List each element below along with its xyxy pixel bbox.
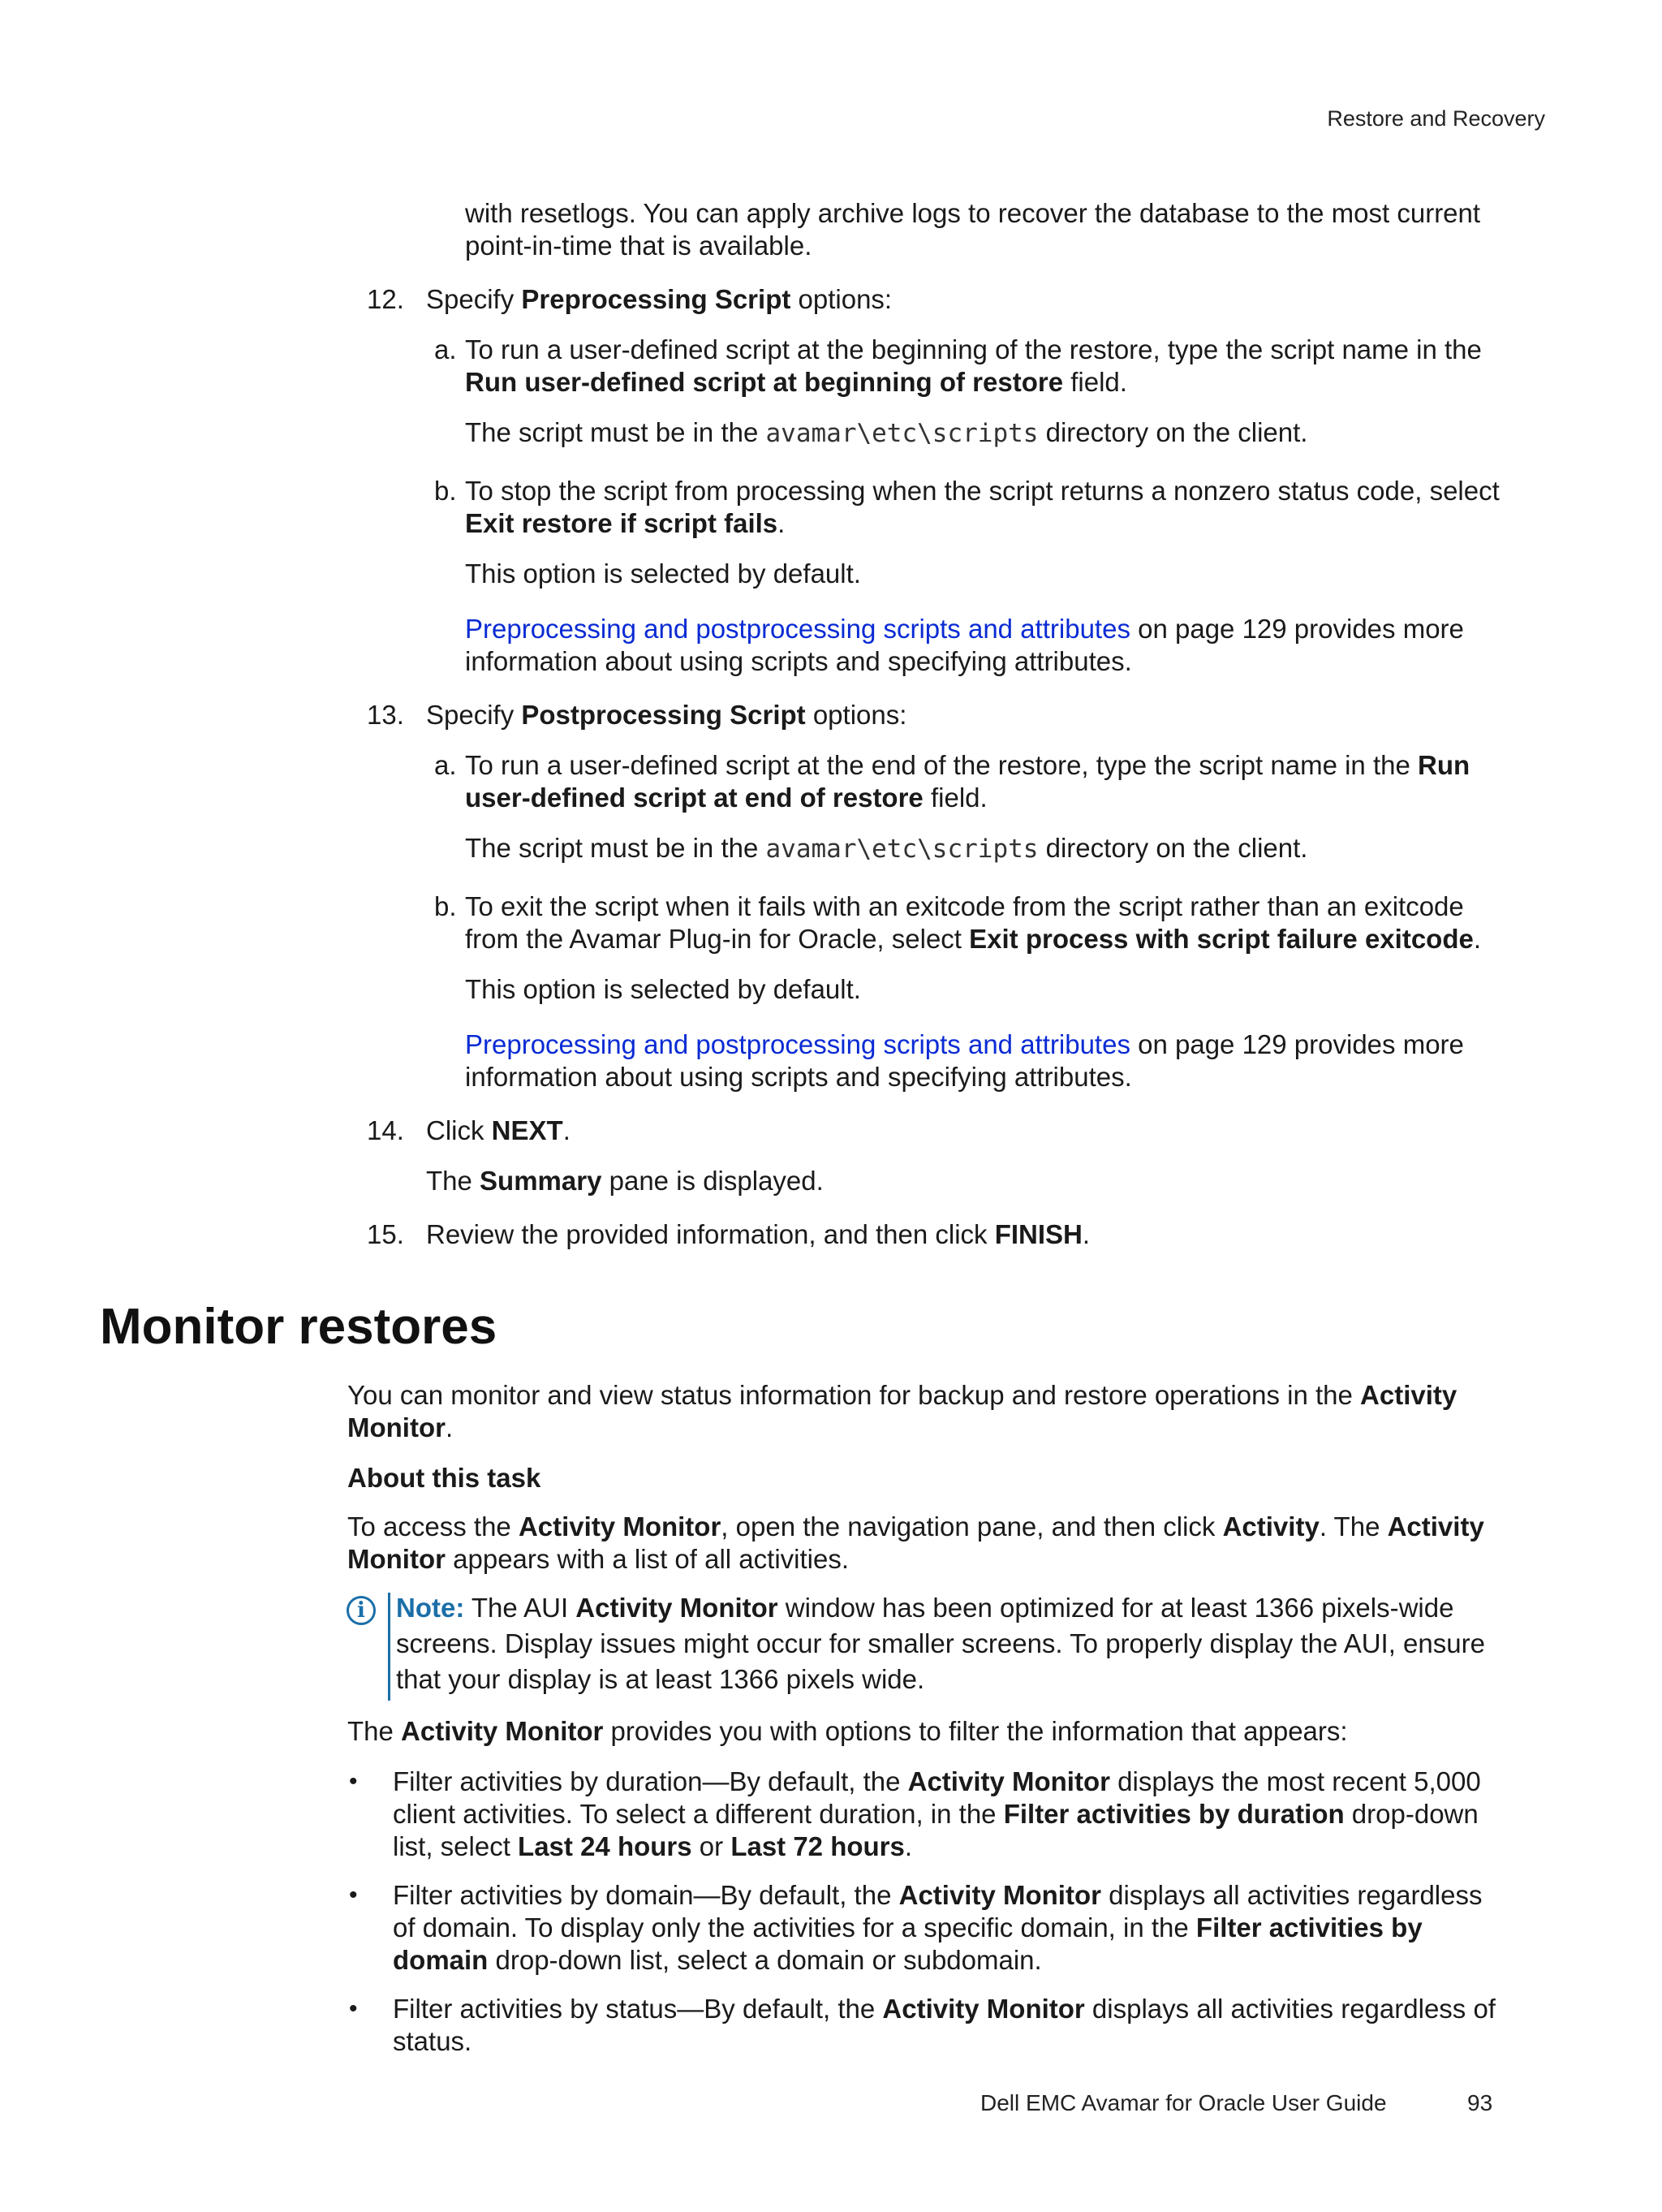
about-this-task-heading: About this task bbox=[347, 1463, 541, 1493]
section-intro-line-1: You can monitor and view status information for backup and restore operations in the Activity bbox=[347, 1380, 1457, 1410]
bullet-3-line-1: Filter activities by status—By default, the Activity Monitor displays all activities regardless of bbox=[393, 1994, 1496, 2024]
access-line-1: To access the Activity Monitor, open the navigation pane, and then click Activity. The Activity bbox=[347, 1511, 1484, 1542]
bullet-1-line-1: Filter activities by duration—By default, the Activity Monitor displays the most recent 5,000 bbox=[393, 1766, 1481, 1796]
bullet-marker: • bbox=[349, 1882, 358, 1908]
bullet-marker: • bbox=[349, 1768, 358, 1795]
note-divider bbox=[388, 1593, 390, 1701]
filter-intro: The Activity Monitor provides you with options to filter the information that appears: bbox=[347, 1716, 1348, 1746]
intro-line-2: point-in-time that is available. bbox=[465, 231, 812, 261]
note-line-2: screens. Display issues might occur for smaller screens. To properly display the AUI, ensure bbox=[396, 1628, 1485, 1658]
bullet-1-line-3: list, select Last 24 hours or Last 72 hours. bbox=[393, 1831, 913, 1861]
step-13b-line-2: from the Avamar Plug-in for Oracle, select Exit process with script failure exitcode. bbox=[465, 924, 1482, 954]
section-intro-line-2: Monitor. bbox=[347, 1412, 454, 1442]
step-12a-letter: a. bbox=[434, 334, 457, 364]
step-12b-line-2: Exit restore if script fails. bbox=[465, 508, 786, 538]
running-header: Restore and Recovery bbox=[1327, 106, 1545, 131]
step-12-number: 12. bbox=[367, 284, 404, 314]
access-line-2: Monitor appears with a list of all activities. bbox=[347, 1544, 850, 1574]
step-13-text: Specify Postprocessing Script options: bbox=[426, 700, 907, 730]
footer-guide-title: Dell EMC Avamar for Oracle User Guide bbox=[980, 2090, 1387, 2115]
step-12a-line-1: To run a user-defined script at the beginning of the restore, type the script name in the bbox=[465, 334, 1482, 364]
step-13-number: 13. bbox=[367, 700, 404, 730]
step-14-text: Click NEXT. bbox=[426, 1115, 571, 1145]
step-13b-letter: b. bbox=[434, 891, 457, 921]
step-14-result: The Summary pane is displayed. bbox=[426, 1166, 824, 1196]
bullet-3-line-2: status. bbox=[393, 2026, 472, 2056]
scripts-attributes-link[interactable]: Preprocessing and postprocessing scripts and attributes bbox=[465, 614, 1130, 644]
step-13a-line-2: user-defined script at end of restore field. bbox=[465, 783, 988, 813]
note-line-3: that your display is at least 1366 pixels wide. bbox=[396, 1664, 925, 1694]
step-15-number: 15. bbox=[367, 1219, 404, 1249]
section-title: Monitor restores bbox=[100, 1299, 497, 1355]
step-13a-line-1: To run a user-defined script at the end of the restore, type the script name in the Run bbox=[465, 750, 1470, 780]
step-12a-directory: The script must be in the avamar\etc\scripts directory on the client. bbox=[465, 417, 1308, 448]
bullet-2-line-2: of domain. To display only the activities for a specific domain, in the Filter activities by bbox=[393, 1912, 1423, 1943]
step-14-number: 14. bbox=[367, 1115, 404, 1145]
bullet-2-line-1: Filter activities by domain—By default, the Activity Monitor displays all activities regardless bbox=[393, 1880, 1483, 1910]
step-12-text: Specify Preprocessing Script options: bbox=[426, 284, 893, 314]
bullet-1-line-2: client activities. To select a different duration, in the Filter activities by duration drop-down bbox=[393, 1799, 1479, 1829]
step-12b-line-1: To stop the script from processing when the script returns a nonzero status code, select bbox=[465, 476, 1500, 506]
info-icon: i bbox=[347, 1596, 376, 1625]
step-13b-link-line: Preprocessing and postprocessing scripts and attributes on page 129 provides more bbox=[465, 1029, 1464, 1059]
step-13b-default: This option is selected by default. bbox=[465, 974, 861, 1004]
step-13b-line-1: To exit the script when it fails with an exitcode from the script rather than an exitcode bbox=[465, 891, 1464, 921]
step-13b-last-line: information about using scripts and specifying attributes. bbox=[465, 1062, 1132, 1092]
bullet-marker: • bbox=[349, 1995, 358, 2022]
step-12b-link-line: Preprocessing and postprocessing scripts and attributes on page 129 provides more bbox=[465, 614, 1464, 644]
step-13a-directory: The script must be in the avamar\etc\scripts directory on the client. bbox=[465, 833, 1308, 864]
step-12a-line-2: Run user-defined script at beginning of restore field. bbox=[465, 367, 1127, 397]
step-15-text: Review the provided information, and then click FINISH. bbox=[426, 1219, 1091, 1249]
step-12b-default: This option is selected by default. bbox=[465, 558, 861, 589]
step-13a-letter: a. bbox=[434, 750, 457, 780]
bullet-2-line-3: domain drop-down list, select a domain or subdomain. bbox=[393, 1945, 1042, 1975]
page-number: 93 bbox=[1467, 2090, 1493, 2115]
step-12b-last-line: information about using scripts and specifying attributes. bbox=[465, 646, 1132, 676]
scripts-attributes-link-2[interactable]: Preprocessing and postprocessing scripts and attributes bbox=[465, 1029, 1130, 1059]
intro-line-1: with resetlogs. You can apply archive logs to recover the database to the most current bbox=[465, 198, 1481, 228]
note-line-1: Note: The AUI Activity Monitor window has been optimized for at least 1366 pixels-wide bbox=[396, 1593, 1454, 1623]
step-12b-letter: b. bbox=[434, 476, 457, 506]
